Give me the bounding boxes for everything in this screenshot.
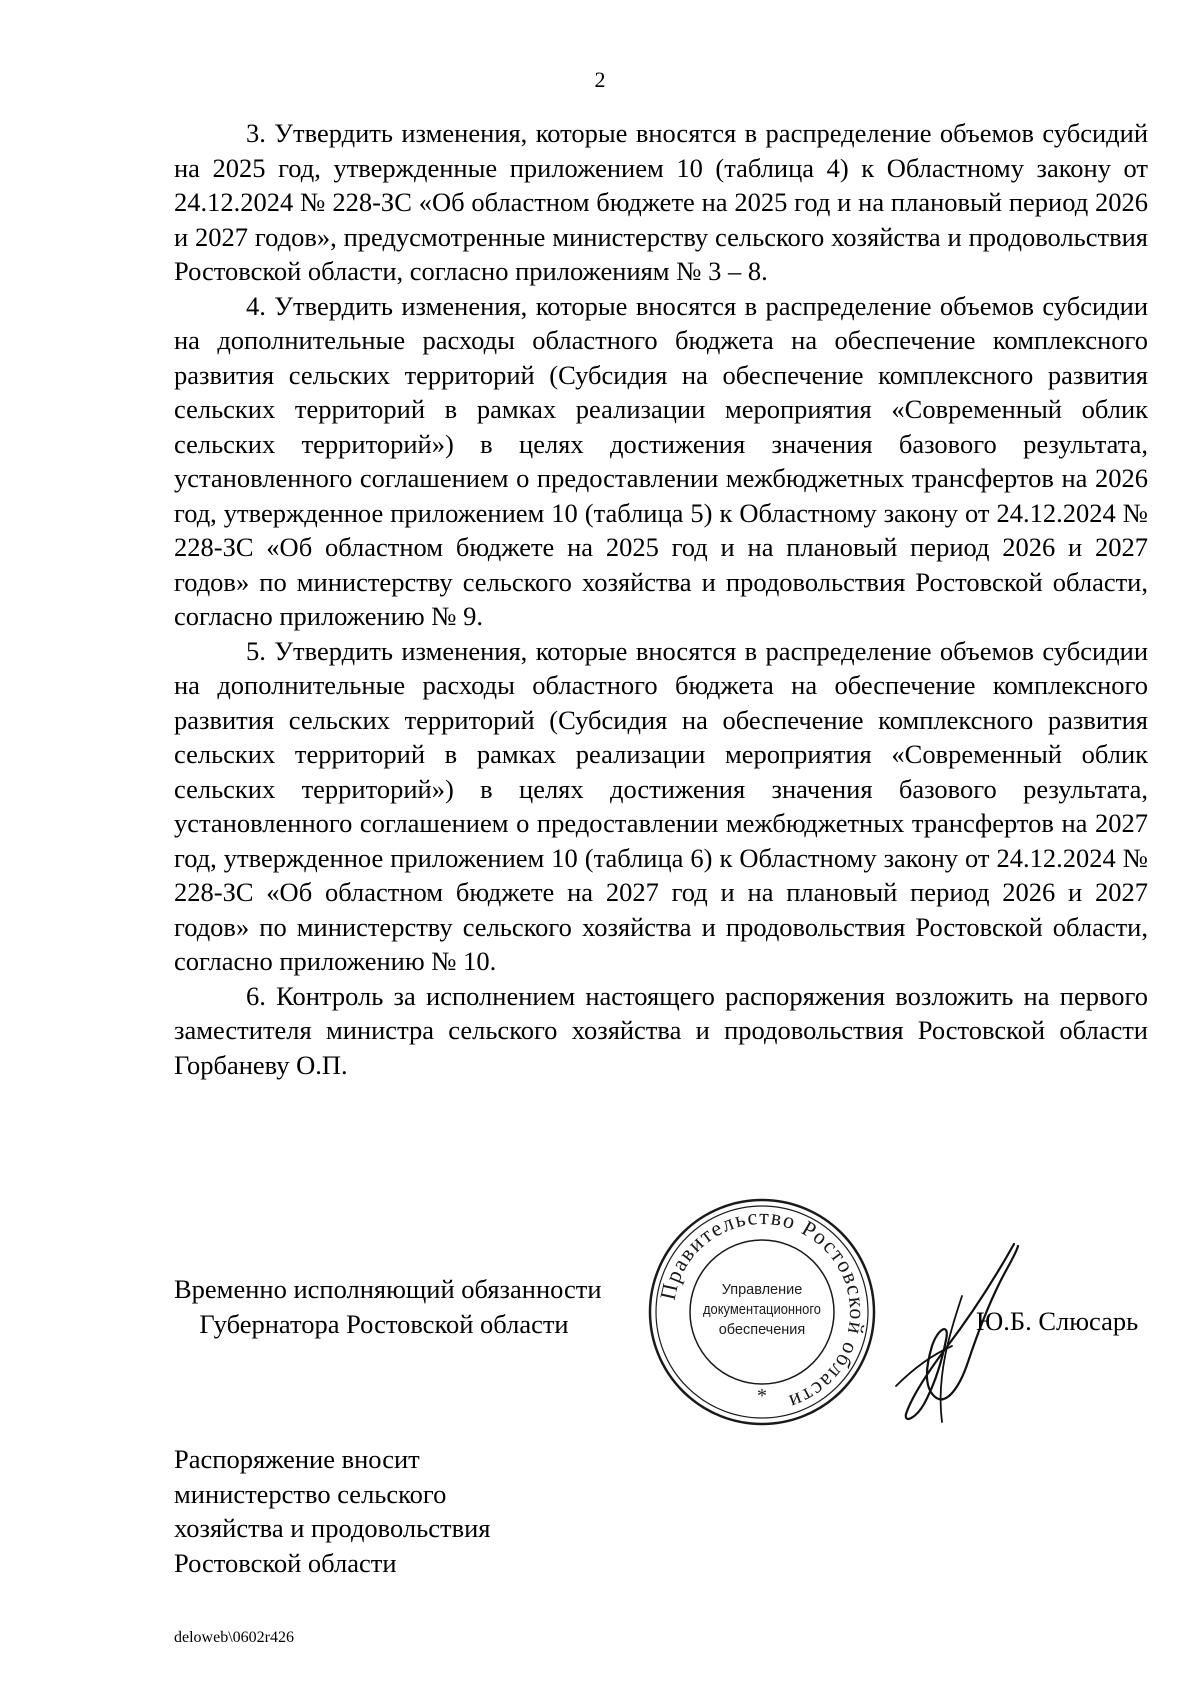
paragraph-5: 5. Утвердить изменения, которые вносятся в распределение объемов субсидии на дополнительные расходы областного бюджета на обеспечение комплексного развития сельских территорий (Субсидия на обеспечение комплексного развития сельских территорий в рамках реализации мероприятия «Современный облик сельских территорий») в целях достижения значения базового результата, установленного соглашением о предоставлении межбюджетных трансфертов на 2027 год, утвержденное приложением 10 (таблица 6) к Областному закону от 24.12.2024 № 228-ЗС «Об областном бюджете на 2027 год и на плановый период 2026 и 2027 годов» по министерству сельского хозяйства и продовольствия Ростовской области, согласно приложению № 10.	[174, 635, 1148, 976]
seal-inner-line: Управление	[721, 1282, 803, 1298]
seal-inner-line: обеспечения	[718, 1322, 806, 1338]
signatory-title	[174, 1272, 602, 1341]
submitted-by-note	[174, 1442, 674, 1580]
submitted-by-line: министерство сельского	[174, 1478, 447, 1509]
submitted-by-line: Распоряжение вносит	[174, 1444, 420, 1474]
signatory-title-line: Временно исполняющий обязанности	[174, 1274, 602, 1304]
signatory-name: Ю.Б. Слюсарь	[976, 1306, 1139, 1336]
document-body	[174, 116, 1148, 1082]
file-code: deloweb\0602r426	[174, 1629, 294, 1646]
page-number: 2	[594, 67, 606, 92]
submitted-by-line: Ростовской области	[174, 1547, 397, 1578]
seal-ring-text: Правительство Ростовской области	[654, 1203, 871, 1416]
signatory-title-line: Губернатора Ростовской области	[199, 1308, 569, 1339]
paragraph-4: 4. Утвердить изменения, которые вносятся в распределение объемов субсидии на дополнительные расходы областного бюджета на обеспечение комплексного развития сельских территорий (Субсидия на обеспечение комплексного развития сельских территорий в рамках реализации мероприятия «Современный облик сельских территорий») в целях достижения значения базового результата, установленного соглашением о предоставлении межбюджетных трансфертов на 2026 год, утвержденное приложением 10 (таблица 5) к Областному закону от 24.12.2024 № 228-ЗС «Об областном бюджете на 2025 год и на плановый период 2026 и 2027 годов» по министерству сельского хозяйства и продовольствия Ростовской области, согласно приложению № 9.	[174, 290, 1148, 631]
official-seal	[646, 1196, 878, 1428]
paragraph-3: 3. Утвердить изменения, которые вносятся в распределение объемов субсидий на 2025 год, утвержденные приложением 10 (таблица 4) к Областному закону от 24.12.2024 № 228-ЗС «Об областном бюджете на 2025 год и на плановый период 2026 и 2027 годов», предусмотренные министерству сельского хозяйства и продовольствия Ростовской области, согласно приложениям № 3 – 8.	[174, 118, 1148, 286]
seal-star: *	[757, 1385, 767, 1407]
submitted-by-line: хозяйства и продовольствия	[174, 1513, 491, 1543]
paragraph-6: 6. Контроль за исполнением настоящего распоряжения возложить на первого заместителя министра сельского хозяйства и продовольствия Ростовской области Горбаневу О.П.	[174, 980, 1148, 1080]
seal-inner-line: документационного	[703, 1302, 821, 1318]
